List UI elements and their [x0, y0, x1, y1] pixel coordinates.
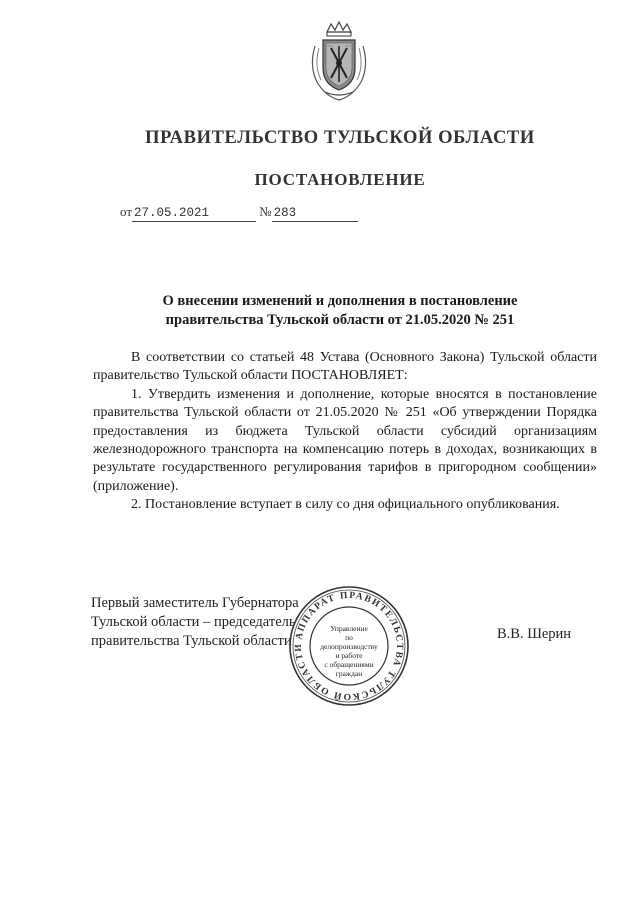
number-prefix: №	[259, 204, 272, 219]
document-type: ПОСТАНОВЛЕНИЕ	[254, 170, 426, 189]
stamp-line: Управление	[330, 624, 368, 633]
body-paragraph: В соответствии со статьей 48 Устава (Основного Закона) Тульской области правительство Тульской области ПОСТАНОВЛЯЕТ:	[93, 350, 597, 384]
coat-of-arms-icon	[305, 20, 373, 102]
document-number: 283	[272, 206, 358, 222]
signatory-name: В.В. Шерин	[497, 626, 572, 642]
date-number-line	[120, 204, 358, 222]
document-subject	[100, 292, 580, 330]
stamp-line: и работе	[335, 651, 363, 660]
stamp-line: граждан	[335, 669, 363, 678]
stamp-line: с обращениями	[324, 660, 374, 669]
stamp-line: по делопроизводству	[320, 633, 378, 651]
subject-line: правительства Тульской области от 21.05.2020 № 251	[165, 312, 515, 328]
stamp-ring-text: АППАРАТ ПРАВИТЕЛЬСТВА ТУЛЬСКОЙ ОБЛАСТИ	[293, 590, 405, 702]
signatory-position	[91, 594, 299, 651]
body-paragraph: 1. Утвердить изменения и дополнение, которые вносятся в постановление правительства Тульской области от 21.05.2020 № 251 «Об утверждении Порядка предоставления из бюджета Тульской области субсидий организациям железнодорожного транспорта на компенсацию потерь в доходах, возникающих в результате государственного регулирования тарифов в пригородном сообщении» (приложение).	[93, 386, 597, 494]
document-date: 27.05.2021	[132, 206, 256, 222]
document-body	[93, 349, 597, 515]
body-paragraph: 2. Постановление вступает в силу со дня официального опубликования.	[131, 497, 560, 513]
position-line: Тульской области – председатель	[91, 614, 296, 630]
position-line: Первый заместитель Губернатора	[91, 595, 299, 611]
date-prefix: от	[120, 204, 133, 219]
stamp-center-text	[318, 624, 380, 678]
position-line: правительства Тульской области	[91, 633, 292, 649]
subject-line: О внесении изменений и дополнения в постановление	[162, 293, 518, 309]
government-title: ПРАВИТЕЛЬСТВО ТУЛЬСКОЙ ОБЛАСТИ	[145, 128, 535, 148]
